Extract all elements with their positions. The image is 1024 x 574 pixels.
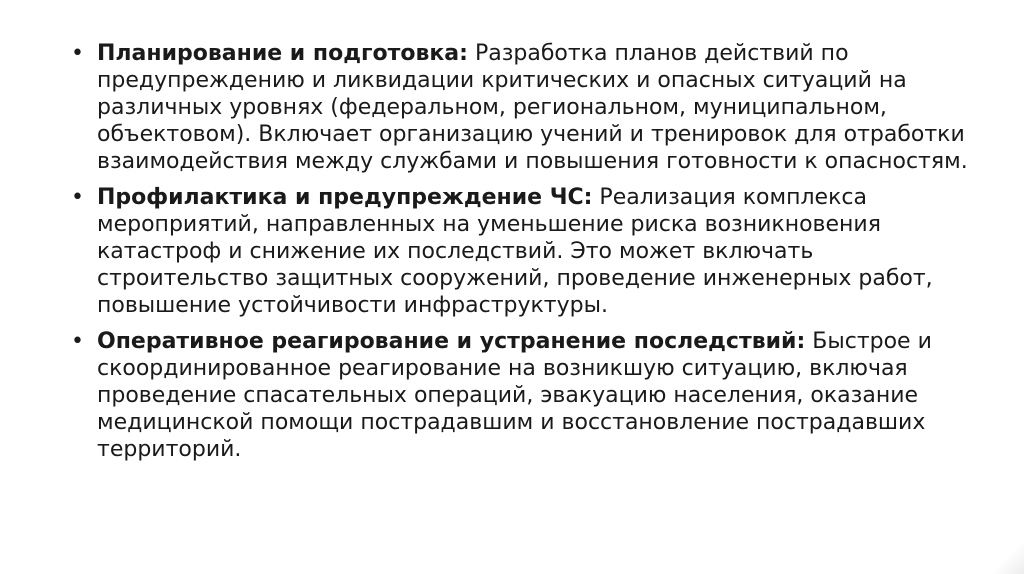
bullet-title: Оперативное реагирование и устранение последствий:	[97, 329, 806, 354]
bullet-text: Реализация комплекса мероприятий, направленных на уменьшение риска возникновения катастроф и снижение их последствий. Это может включать строительство защитных сооружений, проведение инженерных работ, повышение устойчивости инфраструктуры.	[97, 185, 933, 318]
bullet-icon: •	[71, 185, 84, 210]
bullet-icon: •	[71, 41, 84, 66]
bullet-list	[68, 40, 968, 472]
bullet-item-prevention	[68, 184, 968, 319]
bullet-icon: •	[71, 329, 84, 354]
bullet-title: Планирование и подготовка:	[97, 41, 468, 66]
bullet-item-response	[68, 328, 968, 463]
bullet-title: Профилактика и предупреждение ЧС:	[97, 185, 593, 210]
bullet-text: Быстрое и скоординированное реагирование на возникшую ситуацию, включая проведение спасательных операций, эвакуацию населения, оказание медицинской помощи пострадавшим и восстановление пострадавших территорий.	[97, 329, 932, 462]
bullet-item-planning	[68, 40, 968, 175]
page-corner-shadow	[994, 534, 1024, 574]
bullet-text: Разработка планов действий по предупреждению и ликвидации критических и опасных ситуаций на различных уровнях (федеральном, региональном, муниципальном, объектовом). Включает организацию учений и тренировок для отработки взаимодействия между службами и повышения готовности к опасностям.	[97, 41, 968, 174]
